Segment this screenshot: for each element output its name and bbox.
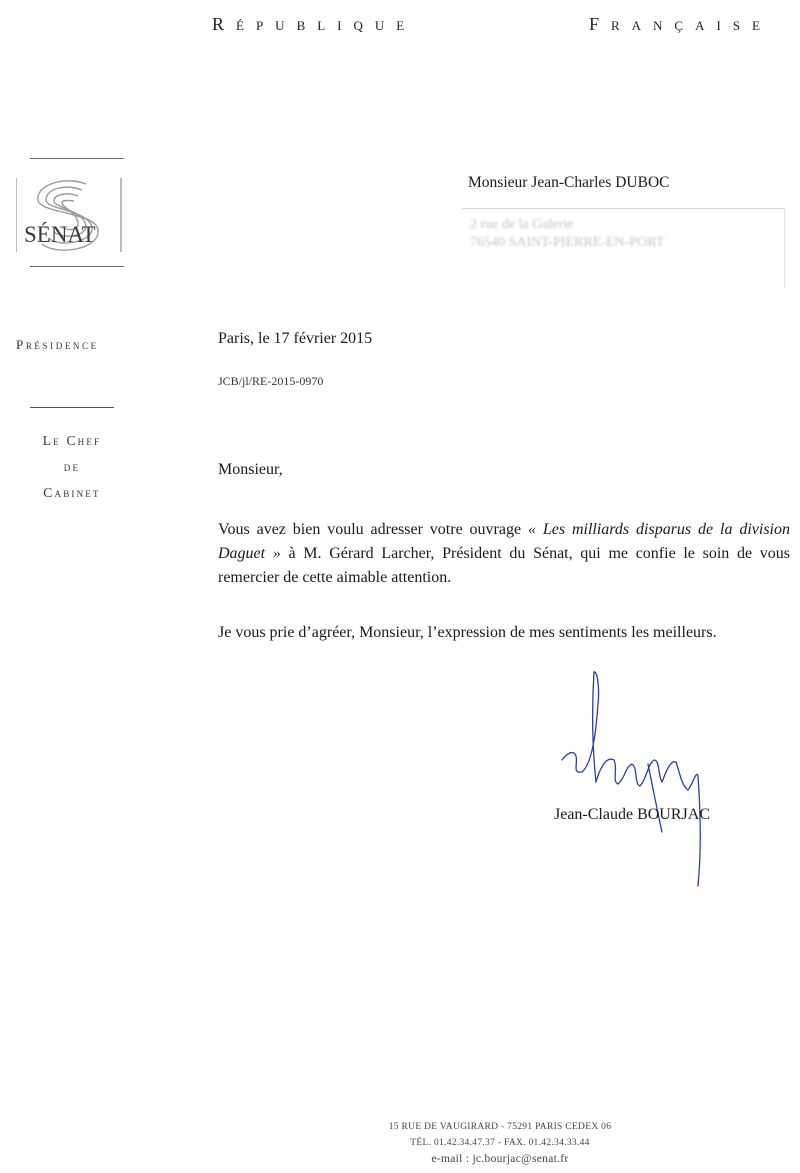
letter-date: Paris, le 17 février 2015	[218, 330, 373, 347]
header-republique: République	[212, 14, 417, 34]
letter-salutation: Monsieur,	[218, 461, 283, 478]
header-francaise: Française	[588, 14, 772, 34]
handwritten-signature	[548, 664, 728, 894]
left-divider	[30, 407, 114, 408]
letterhead-footer	[350, 1119, 650, 1167]
book-title: « Les milliards disparus de la division Daguet »	[218, 521, 790, 562]
logo-frame	[16, 178, 122, 252]
sender-title-line: Le Chef	[42, 433, 102, 448]
recipient-name: Monsieur Jean-Charles DUBOC	[468, 174, 670, 191]
footer-email: e-mail : jc.bourjac@senat.fr	[431, 1153, 569, 1165]
footer-phone-fax: TÉL. 01.42.34.47.37 - FAX. 01.42.34.33.44	[410, 1138, 590, 1148]
footer-address: 15 RUE DE VAUGIRARD - 75291 PARIS CEDEX 06	[388, 1122, 612, 1132]
sender-title-line: Cabinet	[43, 485, 101, 500]
sender-title-line: de	[63, 459, 81, 474]
signer-name: Jean-Claude BOURJAC	[554, 806, 710, 823]
logo-bottom-rule	[30, 266, 124, 267]
republique-francaise-header	[212, 14, 772, 44]
recipient-address-line: 2 rue de la Galerie	[470, 217, 574, 232]
sender-title	[16, 428, 128, 506]
logo-senat-word: SÉNAT	[24, 222, 96, 247]
p1-after: à M. Gérard Larcher, Président du Sénat, qui me confie le soin de vous remercier de cette aimable attention.	[218, 545, 790, 586]
recipient-address-box	[462, 208, 785, 287]
department-label: Présidence	[16, 337, 99, 352]
senat-logo	[16, 158, 122, 270]
p1-before: Vous avez bien voulu adresser votre ouvrage	[218, 521, 528, 538]
letter-reference: JCB/jl/RE-2015-0970	[218, 374, 324, 388]
letter-paragraph-2: Je vous prie d’agréer, Monsieur, l’expression de mes sentiments les meilleurs.	[218, 624, 717, 641]
letter-paragraph-1	[218, 518, 790, 590]
recipient-address-line: 76540 SAINT-PIERRE-EN-PORT	[470, 235, 665, 250]
logo-top-rule	[30, 158, 124, 159]
